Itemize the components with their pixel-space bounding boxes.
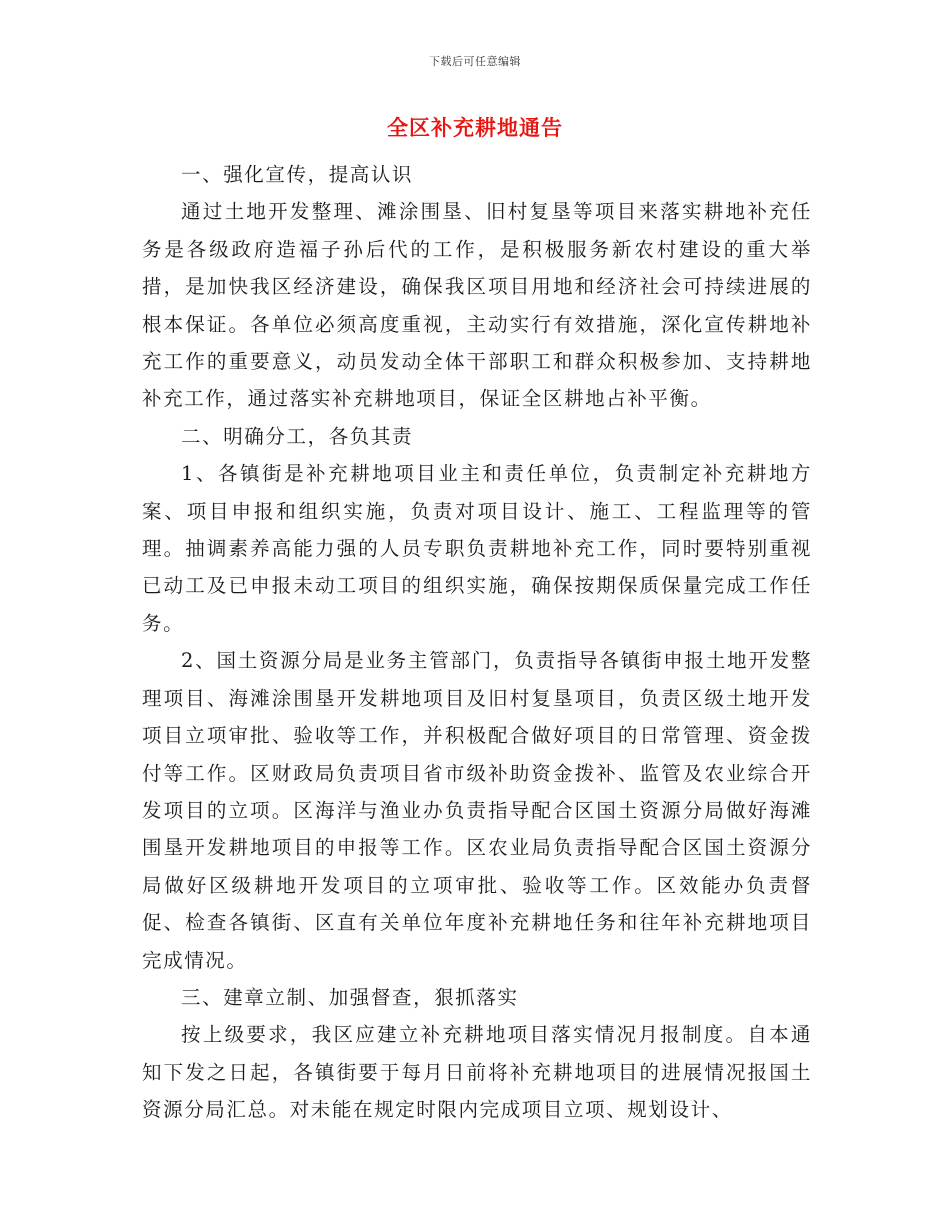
paragraph: 2、国土资源分局是业务主管部门，负责指导各镇街申报土地开发整理项目、海滩涂围垦开发耕地项目及旧村复垦项目，负责区级土地开发项目立项审批、验收等工作，并积极配合做好项目的日常管理、资金拨付等工作。区财政局负责项目省市级补助资金拨补、监管及农业综合开发项目的立项。区海洋与渔业办负责指导配合区国土资源分局做好海滩围垦开发耕地项目的申报等工作。区农业局负责指导配合区国土资源分局做好区级耕地开发项目的立项审批、验收等工作。区效能办负责督促、检查各镇街、区直有关单位年度补充耕地任务和往年补充耕地项目完成情况。 (142, 649, 812, 972)
section-heading-3: 三、建章立制、加强督查，狠抓落实 (181, 985, 519, 1009)
paragraph: 按上级要求，我区应建立补充耕地项目落实情况月报制度。自本通知下发之日起，各镇街要于每月日前将补充耕地项目的进展情况报国土资源分局汇总。对未能在规定时限内完成项目立项、规划设计、 (142, 1023, 812, 1122)
section-heading-2: 二、明确分工，各负其责 (181, 424, 414, 448)
section-heading-1: 一、强化宣传，提高认识 (181, 163, 414, 186)
paragraph: 1、各镇街是补充耕地项目业主和责任单位，负责制定补充耕地方案、项目申报和组织实施，负责对项目设计、施工、工程监理等的管理。抽调素养高能力强的人员专职负责耕地补充工作，同时要特别重视已动工及已申报未动工项目的组织实施，确保按期保质保量完成工作任务。 (142, 462, 812, 635)
document-title: 全区补充耕地通告 (387, 116, 563, 140)
paragraph: 通过土地开发整理、滩涂围垦、旧村复垦等项目来落实耕地补充任务是各级政府造福子孙后代的工作，是积极服务新农村建设的重大举措，是加快我区经济建设，确保我区项目用地和经济社会可持续进展的根本保证。各单位必须高度重视，主动实行有效措施，深化宣传耕地补充工作的重要意义，动员发动全体干部职工和群众积极参加、支持耕地补充工作，通过落实补充耕地项目，保证全区耕地占补平衡。 (142, 200, 812, 411)
document-body (142, 156, 812, 1129)
page-header-note: 下载后可任意编辑 (429, 55, 521, 68)
